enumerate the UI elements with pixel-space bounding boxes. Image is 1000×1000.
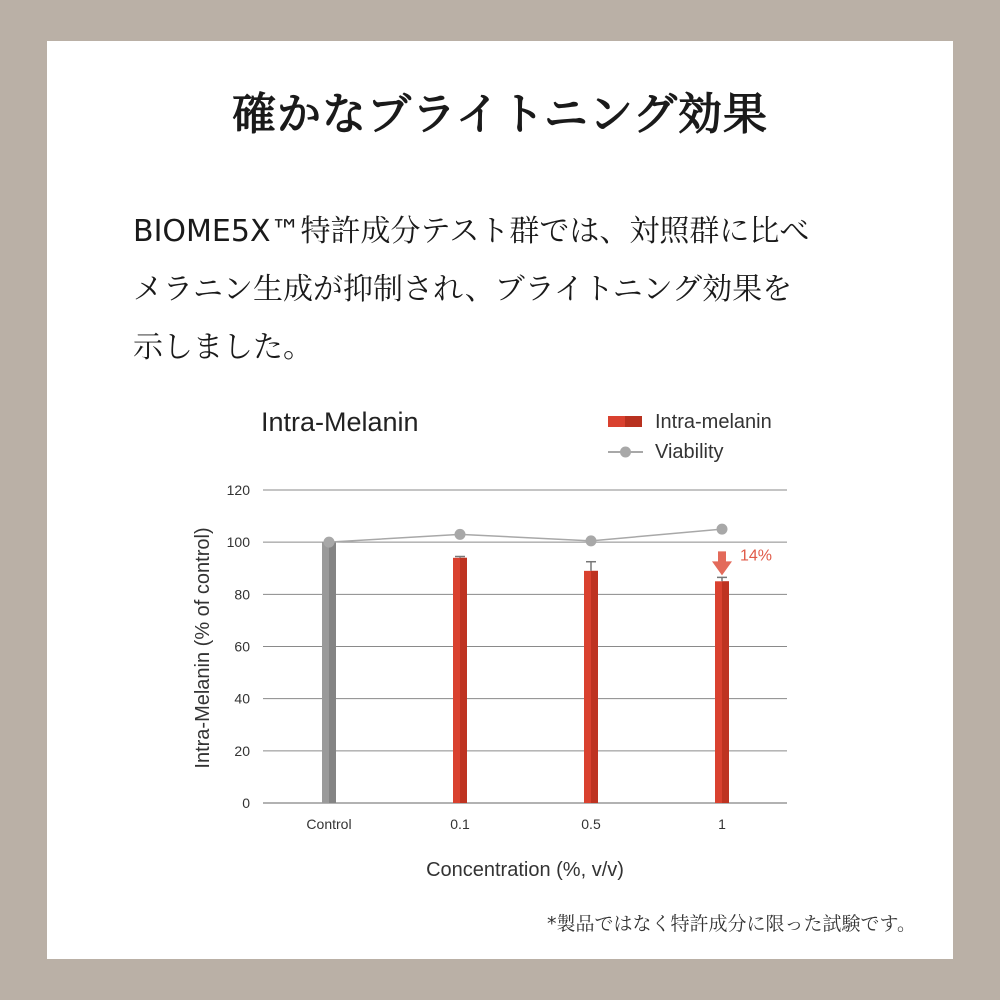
legend-label-intra-melanin: Intra-melanin <box>655 411 772 433</box>
viability-point-0.5 <box>586 535 597 546</box>
y-tick-label-120: 120 <box>226 482 250 498</box>
viability-point-0.1 <box>455 529 466 540</box>
viability-point-Control <box>324 537 335 548</box>
bar-layer <box>322 542 729 803</box>
bar-shade-1 <box>722 581 729 803</box>
headline: 確かなブライトニング効果 <box>231 89 769 140</box>
bar-shade-0.5 <box>591 571 598 803</box>
x-axis-title: Concentration (%, v/v) <box>426 859 624 881</box>
description-line-3: 示しました。 <box>133 330 313 365</box>
viability-point-1 <box>717 524 728 535</box>
x-tick-label-0: Control <box>306 816 352 832</box>
annotation-arrow <box>712 551 732 575</box>
viability-line-layer <box>324 524 728 548</box>
bar-shade-0.1 <box>460 558 467 803</box>
y-tick-label-100: 100 <box>226 534 250 551</box>
axis-label-layer <box>227 482 772 832</box>
legend-label-viability: Viability <box>655 441 724 463</box>
annotation-label: 14% <box>740 547 773 565</box>
viability-line <box>329 529 722 542</box>
x-tick-label-3: 1 <box>718 816 726 832</box>
y-tick-label-60: 60 <box>234 638 250 655</box>
bar-shade-Control <box>329 542 336 803</box>
chart-title: Intra-Melanin <box>261 407 419 437</box>
footnote: *製品ではなく特許成分に限った試験です。 <box>547 913 916 935</box>
y-tick-label-80: 80 <box>234 586 250 603</box>
y-axis-title: Intra-Melanin (% of control) <box>192 527 214 769</box>
description-line-2: メラニン生成が抑制され、ブライトニング効果を <box>133 272 793 307</box>
y-tick-label-20: 20 <box>234 742 250 759</box>
x-tick-label-2: 0.5 <box>581 816 601 832</box>
y-tick-label-0: 0 <box>242 795 250 811</box>
x-tick-label-1: 0.1 <box>450 816 470 832</box>
y-tick-label-40: 40 <box>234 690 250 707</box>
description-line-1: BIOME5X™特許成分テスト群では、対照群に比べ <box>133 214 810 249</box>
